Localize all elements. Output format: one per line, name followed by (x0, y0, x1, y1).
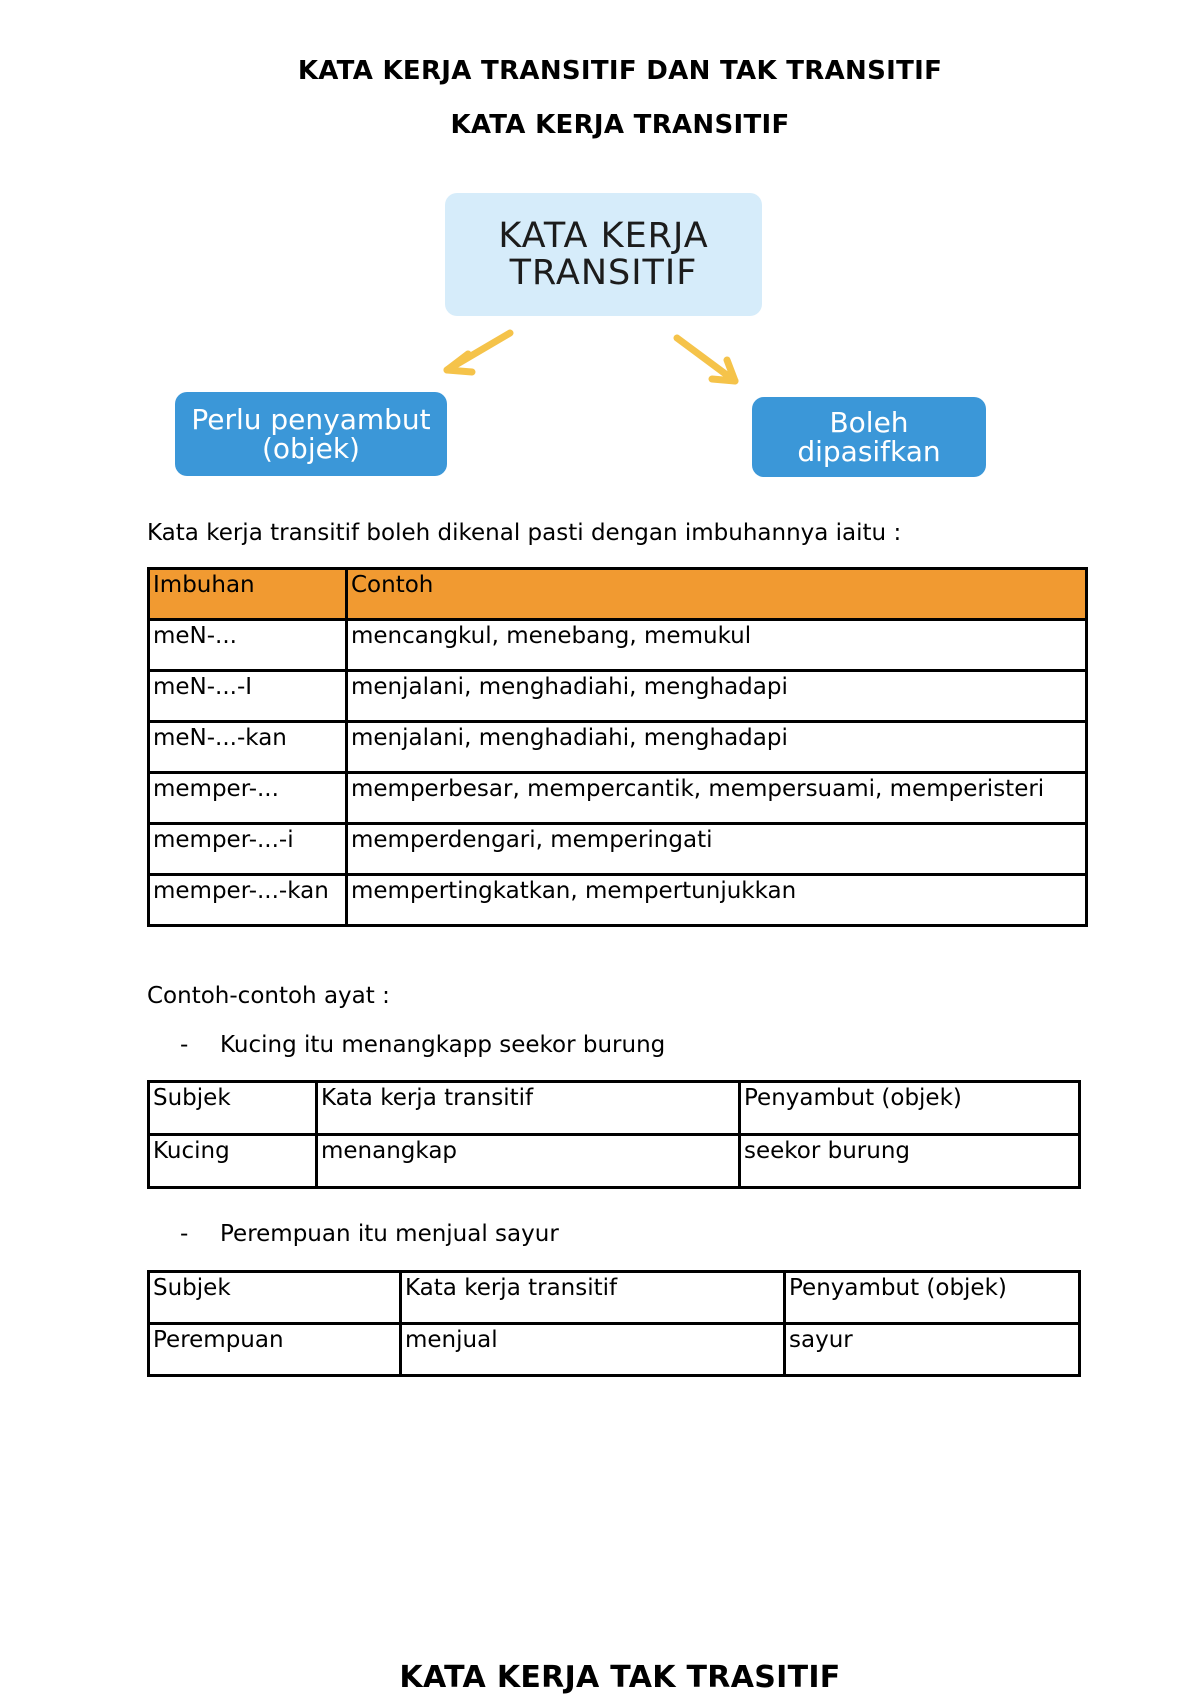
table-row (149, 875, 1087, 926)
diagram-right-box (752, 397, 986, 477)
table-cell: menjual (401, 1324, 785, 1376)
table-row (149, 722, 1087, 773)
table-cell: menangkap (317, 1135, 740, 1188)
table-cell: memper-... (149, 773, 347, 824)
table-cell: sayur (785, 1324, 1080, 1376)
table-row (149, 773, 1087, 824)
table-header-row (149, 1272, 1080, 1324)
next-section-title: KATA KERJA TAK TRASITIF (399, 1660, 841, 1695)
examples-heading: Contoh-contoh ayat : (147, 983, 390, 1009)
table-cell: meN-... (149, 620, 347, 671)
sentence-text: Perempuan itu menjual sayur (220, 1221, 559, 1247)
table-cell: memper-...-kan (149, 875, 347, 926)
diagram-main-label: KATA KERJA TRANSITIF (498, 215, 709, 293)
table-row (149, 620, 1087, 671)
arrow-left-head (447, 354, 472, 372)
table-row (149, 1324, 1080, 1376)
header-cell: Subjek (149, 1082, 317, 1135)
header-cell: Kata kerja transitif (317, 1082, 740, 1135)
imbuhan-table (147, 567, 1088, 927)
bullet-dash: - (180, 1032, 189, 1058)
table-cell: Kucing (149, 1135, 317, 1188)
bullet-dash: - (180, 1221, 189, 1247)
diagram-left-label: Perlu penyambut (objek) (191, 402, 431, 465)
header-cell: Subjek (149, 1272, 401, 1324)
table-cell: mempertingkatkan, mempertunjukkan (347, 875, 1087, 926)
table-row (149, 824, 1087, 875)
table-cell: seekor burung (740, 1135, 1080, 1188)
header-cell: Contoh (347, 569, 1087, 620)
header-cell: Penyambut (objek) (785, 1272, 1080, 1324)
table-header-row (149, 569, 1087, 620)
table-cell: memper-...-i (149, 824, 347, 875)
diagram-left-box (175, 392, 447, 476)
section-title: KATA KERJA TRANSITIF (450, 110, 790, 140)
table-header-row (149, 1082, 1080, 1135)
intro-text: Kata kerja transitif boleh dikenal pasti dengan imbuhannya iaitu : (147, 520, 902, 546)
table-cell: menjalani, menghadiahi, menghadapi (347, 722, 1087, 773)
example-table-2 (147, 1270, 1081, 1377)
table-row (149, 1135, 1080, 1188)
diagram-right-label: Boleh dipasifkan (797, 405, 941, 468)
table-cell: meN-...-kan (149, 722, 347, 773)
table-cell: mencangkul, menebang, memukul (347, 620, 1087, 671)
table-row (149, 671, 1087, 722)
table-cell: meN-...-I (149, 671, 347, 722)
table-cell: menjalani, menghadiahi, menghadapi (347, 671, 1087, 722)
table-cell: memperbesar, mempercantik, mempersuami, memperisteri (347, 773, 1087, 824)
header-cell: Imbuhan (149, 569, 347, 620)
example-sentence-1 (180, 1032, 665, 1058)
table-cell: Perempuan (149, 1324, 401, 1376)
sentence-text: Kucing itu menangkapp seekor burung (220, 1032, 666, 1058)
document-title: KATA KERJA TRANSITIF DAN TAK TRANSITIF (297, 56, 943, 86)
example-table-1 (147, 1080, 1081, 1189)
table-cell: memperdengari, memperingati (347, 824, 1087, 875)
header-cell: Penyambut (objek) (740, 1082, 1080, 1135)
header-cell: Kata kerja transitif (401, 1272, 785, 1324)
example-sentence-2 (180, 1221, 559, 1247)
